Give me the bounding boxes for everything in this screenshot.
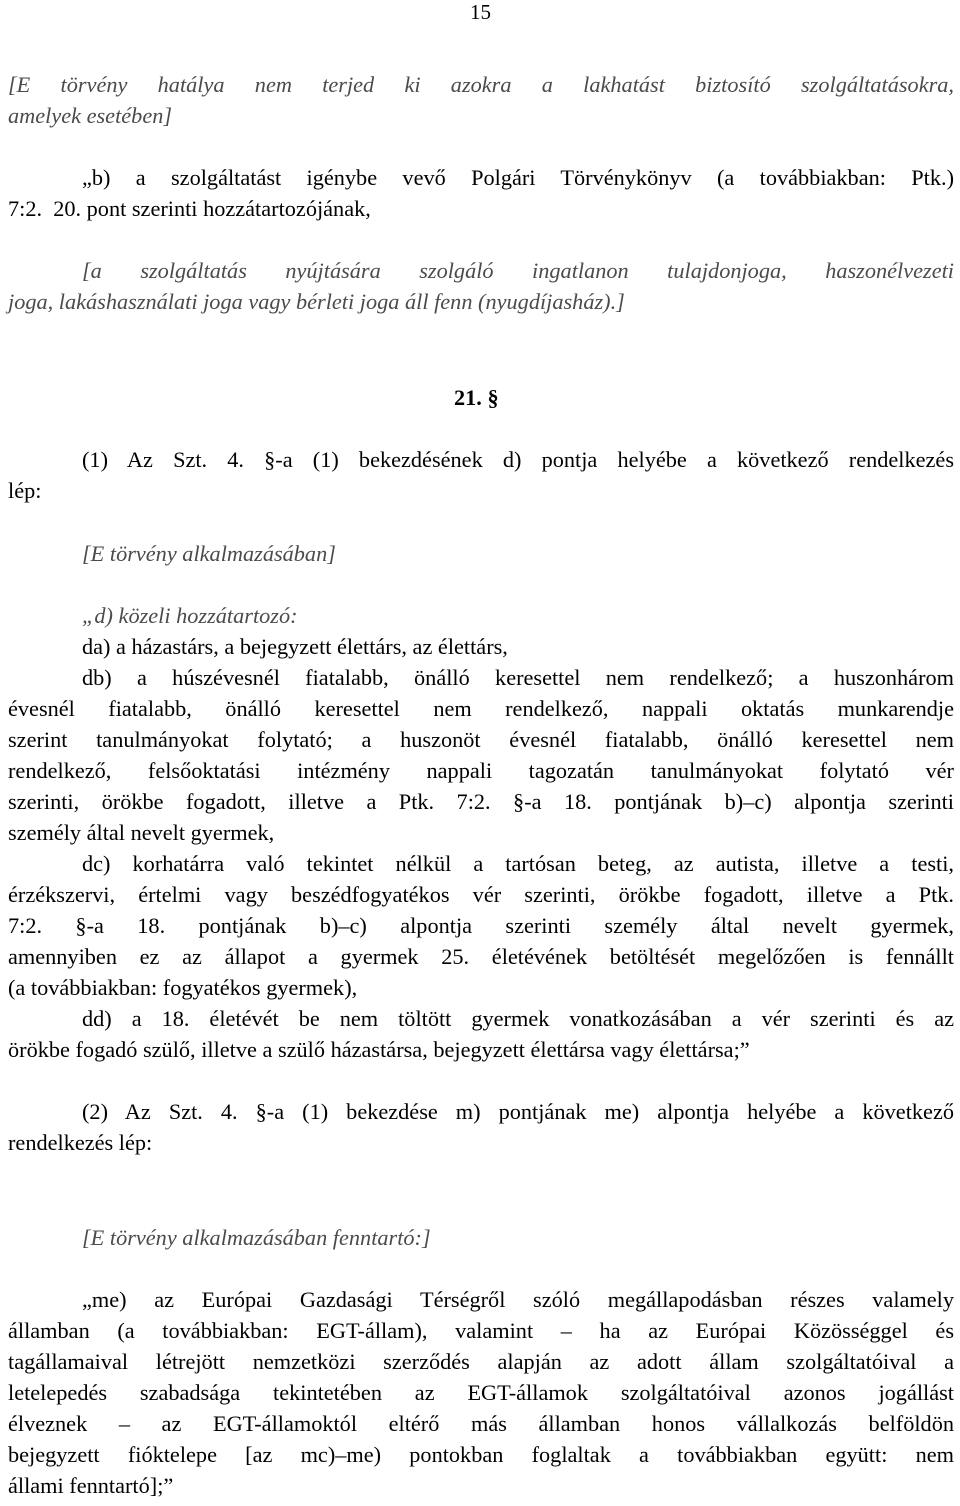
- amendment-b-line-2: 7:2. 20. pont szerinti hozzátartozójának,: [8, 196, 371, 221]
- s21-me-line-5: élveznek – az EGT-államoktól eltérő más államban honos vállalkozás belföldön: [8, 1411, 954, 1436]
- s21-para2-line-1: (2) Az Szt. 4. §-a (1) bekezdése m) pontjának me) alpontja helyébe a következő: [82, 1099, 954, 1124]
- section-heading: 21. §: [454, 385, 499, 410]
- s21-me-line-7: állami fenntartó];”: [8, 1473, 174, 1498]
- s21-dc-line-4: amennyiben ez az állapot a gyermek 25. életévének betöltését megelőzően is fennállt: [8, 944, 954, 969]
- s21-db-line-5: szerinti, örökbe fogadott, illetve a Ptk. 7:2. §-a 18. pontjának b)–c) alpontja szerinti: [8, 789, 954, 814]
- s21-db-line-3: szerint tanulmányokat folytató; a huszonöt évesnél fiatalabb, önálló keresettel nem: [8, 727, 954, 752]
- s21-dc-line-5: (a továbbiakban: fogyatékos gyermek),: [8, 975, 358, 1000]
- s21-context-2: [E törvény alkalmazásában fenntartó:]: [82, 1225, 431, 1250]
- quoted-context-line-1: [a szolgáltatás nyújtására szolgáló ingatlanon tulajdonjoga, haszonélvezeti: [82, 258, 954, 283]
- s21-dc-line-2: érzékszervi, értelmi vagy beszédfogyatékos vér szerinti, örökbe fogadott, illetve a Ptk.: [8, 882, 954, 907]
- s21-context-1: [E törvény alkalmazásában]: [82, 541, 336, 566]
- s21-me-line-1: „me) az Európai Gazdasági Térségről szóló megállapodásban részes valamely: [82, 1287, 954, 1312]
- s21-db-line-1: db) a húszévesnél fiatalabb, önálló keresettel nem rendelkező; a huszonhárom: [82, 665, 954, 690]
- s21-para1-line-2: lép:: [8, 478, 42, 503]
- s21-para2-line-2: rendelkezés lép:: [8, 1130, 153, 1155]
- s21-me-line-4: letelepedés szabadsága tekintetében az EGT-államok szolgáltatóival azonos jogállást: [8, 1380, 954, 1405]
- s21-dd-line-1: dd) a 18. életévét be nem töltött gyermek vonatkozásában a vér szerinti és az: [82, 1006, 954, 1031]
- quoted-context-line-2: joga, lakáshasználati joga vagy bérleti joga áll fenn (nyugdíjasház).]: [8, 289, 625, 314]
- s21-db-line-2: évesnél fiatalabb, önálló keresettel nem rendelkező, nappali oktatás munkarendje: [8, 696, 954, 721]
- s21-da: da) a házastárs, a bejegyzett élettárs, az élettárs,: [82, 634, 508, 659]
- s21-db-line-6: személy által nevelt gyermek,: [8, 820, 275, 845]
- s21-me-line-3: tagállamaival létrejött nemzetközi szerződés alapján az adott állam szolgáltatóival a: [8, 1349, 954, 1374]
- s21-para1-line-1: (1) Az Szt. 4. §-a (1) bekezdésének d) pontja helyébe a következő rendelkezés: [82, 447, 954, 472]
- amendment-b-line-1: „b) a szolgáltatást igénybe vevő Polgári Törvénykönyv (a továbbiakban: Ptk.): [82, 165, 954, 190]
- s21-dc-line-1: dc) korhatárra való tekintet nélkül a tartósan beteg, az autista, illetve a testi,: [82, 851, 954, 876]
- quoted-heading-line-1: [E törvény hatálya nem terjed ki azokra a lakhatást biztosító szolgáltatásokra,: [8, 72, 954, 97]
- s21-dc-line-3: 7:2. §-a 18. pontjának b)–c) alpontja szerinti személy által nevelt gyermek,: [8, 913, 954, 938]
- s21-d-heading: „d) közeli hozzátartozó:: [82, 603, 298, 628]
- s21-db-line-4: rendelkező, felsőoktatási intézmény nappali tagozatán tanulmányokat folytató vér: [8, 758, 954, 783]
- s21-me-line-6: bejegyzett fióktelepe [az mc)–me) pontokban foglaltak a továbbiakban együtt: nem: [8, 1442, 954, 1467]
- s21-dd-line-2: örökbe fogadó szülő, illetve a szülő házastársa, bejegyzett élettársa vagy élettársa;”: [8, 1037, 750, 1062]
- quoted-heading-line-2: amelyek esetében]: [8, 103, 173, 128]
- page-number: 15: [470, 0, 491, 24]
- s21-me-line-2: államban (a továbbiakban: EGT-állam), valamint – ha az Európai Közösséggel és: [8, 1318, 954, 1343]
